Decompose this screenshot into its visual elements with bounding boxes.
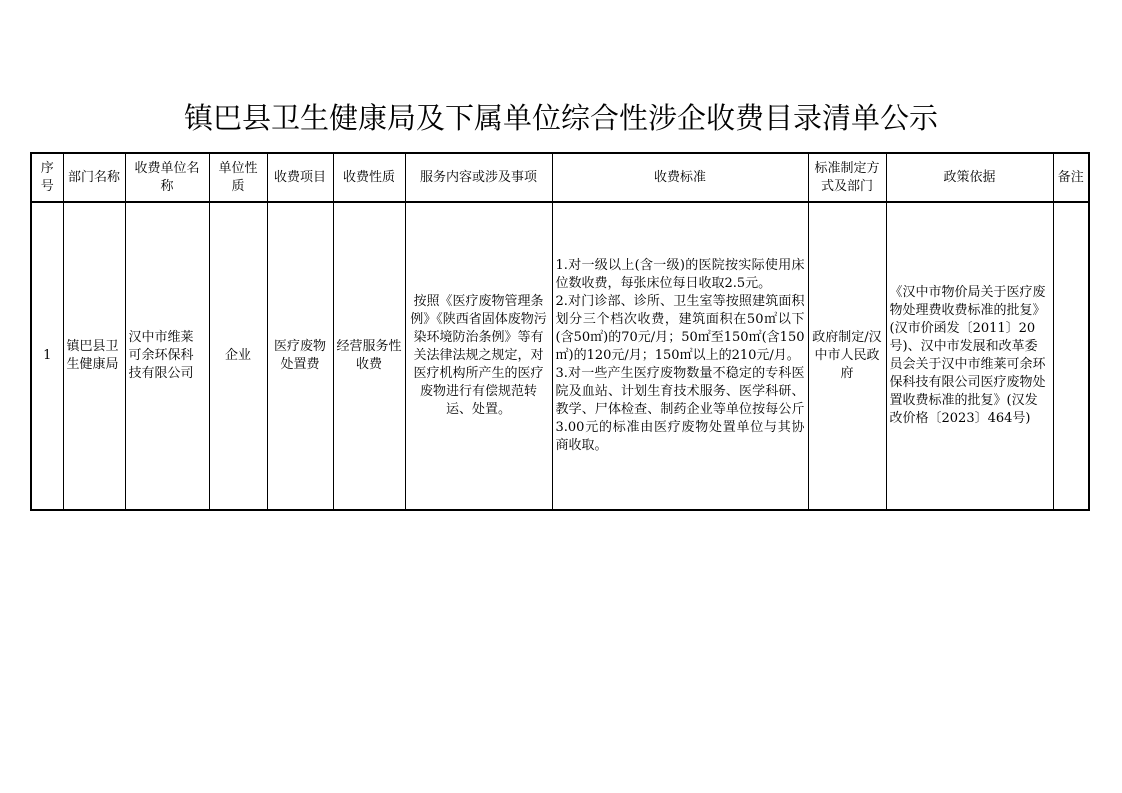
table-row: [31, 202, 1089, 510]
standard-line-2: 2.对门诊部、诊所、卫生室等按照建筑面积划分三个档次收费，建筑面积在50㎡以下(含50㎡)的70元/月；50㎡至150㎡(含150㎡)的120元/月；150㎡以上的210元/月。: [555, 294, 805, 363]
cell-maker: 政府制定/汉中市人民政府: [808, 202, 886, 510]
header-remark: 备注: [1053, 153, 1089, 202]
header-fee-nature: 收费性质: [333, 153, 405, 202]
cell-unit-nature: 企业: [209, 202, 267, 510]
header-seq: 序号: [31, 153, 63, 202]
cell-policy: 《汉中市物价局关于医疗废物处理费收费标准的批复》(汉市价函发〔2011〕20号)、汉中市发展和改革委员会关于汉中市维莱可余环保科技有限公司医疗废物处置收费标准的批复》(汉发改价格〔2023〕464号): [886, 202, 1053, 510]
cell-unit: 汉中市维莱可余环保科技有限公司: [125, 202, 209, 510]
fee-catalog-table: [30, 152, 1090, 511]
header-unit-nature: 单位性质: [209, 153, 267, 202]
header-maker: 标准制定方式及部门: [808, 153, 886, 202]
header-service: 服务内容或涉及事项: [405, 153, 552, 202]
cell-department: 镇巴县卫生健康局: [63, 202, 125, 510]
header-unit: 收费单位名称: [125, 153, 209, 202]
standard-line-3: 3.对一些产生医疗废物数量不稳定的专科医院及血站、计划生育技术服务、医学科研、教学、尸体检查、制药企业等单位按每公斤3.00元的标准由医疗废物处置单位与其协商收取。: [555, 366, 805, 453]
standard-line-1: 1.对一级以上(含一级)的医院按实际使用床位数收费，每张床位每日收取2.5元。: [555, 258, 805, 291]
cell-item: 医疗废物处置费: [267, 202, 333, 510]
cell-seq: 1: [31, 202, 63, 510]
cell-fee-nature: 经营服务性收费: [333, 202, 405, 510]
cell-standard: [552, 202, 808, 510]
cell-remark: [1053, 202, 1089, 510]
header-standard: 收费标准: [552, 153, 808, 202]
header-item: 收费项目: [267, 153, 333, 202]
header-department: 部门名称: [63, 153, 125, 202]
table-header-row: [31, 153, 1089, 202]
cell-service: 按照《医疗废物管理条例》《陕西省固体废物污染环境防治条例》等有关法律法规之规定，对医疗机构所产生的医疗废物进行有偿规范转运、处置。: [405, 202, 552, 510]
header-policy: 政策依据: [886, 153, 1053, 202]
page-title: 镇巴县卫生健康局及下属单位综合性涉企收费目录清单公示: [183, 101, 938, 135]
